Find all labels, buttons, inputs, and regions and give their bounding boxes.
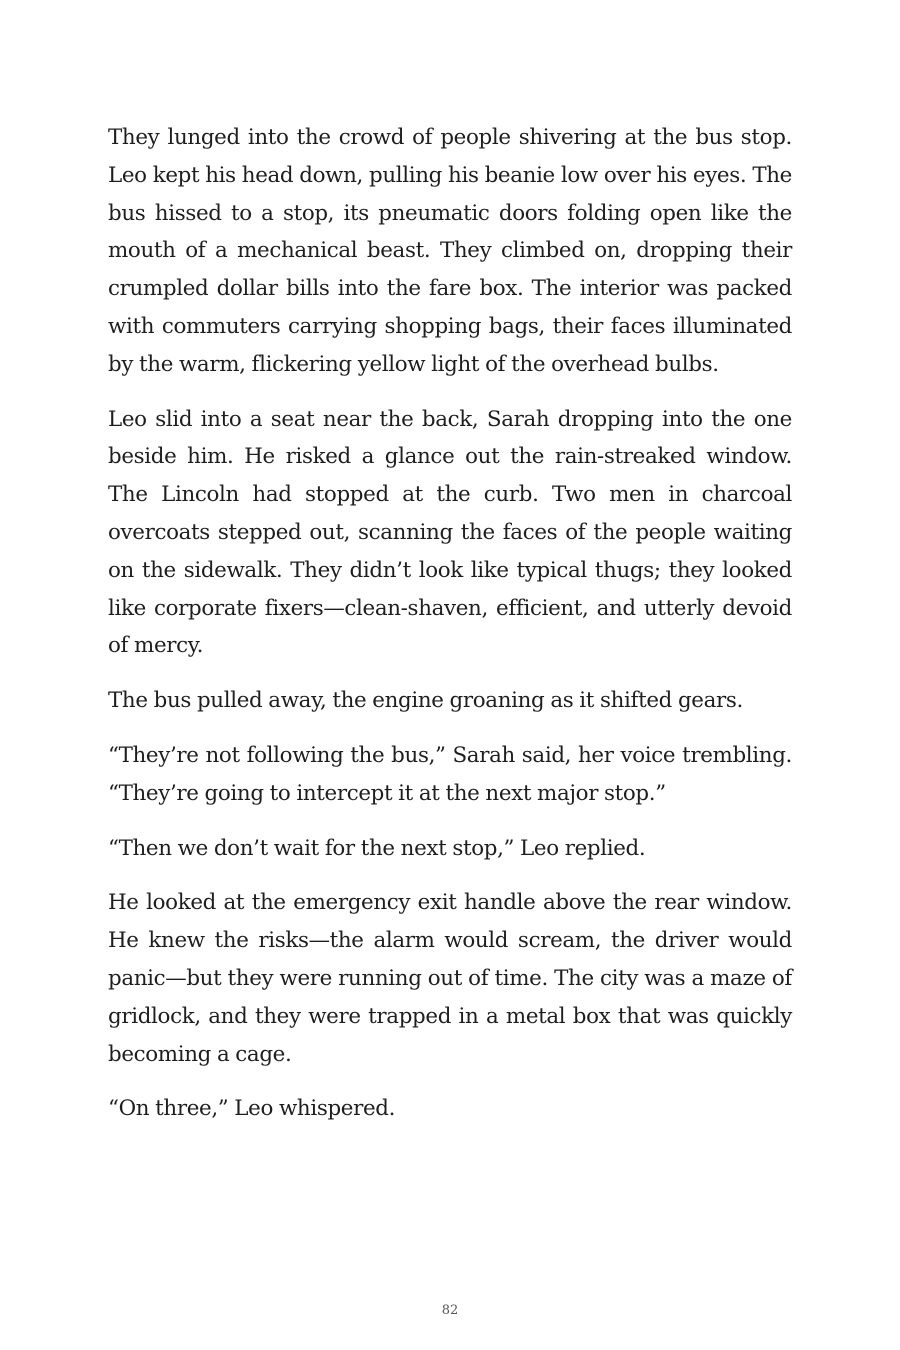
page-number: 82 xyxy=(441,1303,459,1318)
paragraph-3: The bus pulled away, the engine groaning as it shifted gears. xyxy=(108,688,743,714)
paragraph-7: “On three,” Leo whispered. xyxy=(108,1096,396,1122)
paragraph-6: He looked at the emergency exit handle above the rear window. He knew the risks—the alarm would scream, the driver would panic—but they were running out of time. The city was a maze of gridlock, and they were trapped in a metal box that was quickly becoming a cage. xyxy=(108,890,792,1067)
paragraph-4: “They’re not following the bus,” Sarah said, her voice trembling. “They’re going to intercept it at the next major stop.” xyxy=(108,742,792,806)
body-text xyxy=(108,119,792,1145)
paragraph-2: Leo slid into a seat near the back, Sarah dropping into the one beside him. He risked a glance out the rain-streaked window. The Lincoln had stopped at the curb. Two men in charcoal overcoats stepped out, scanning the faces of the people waiting on the sidewalk. They didn’t look like typical thugs; they looked like corporate fixers—clean-shaven, efficient, and utterly devoid of mercy. xyxy=(108,406,792,659)
paragraph-5: “Then we don’t wait for the next stop,” Leo replied. xyxy=(108,835,646,861)
paragraph-1: They lunged into the crowd of people shivering at the bus stop. Leo kept his head down, pulling his beanie low over his eyes. The bus hissed to a stop, its pneumatic doors folding open like the mouth of a mechanical beast. They climbed on, dropping their crumpled dollar bills into the fare box. The interior was packed with commuters carrying shopping bags, their faces illuminated by the warm, flickering yellow light of the overhead bulbs. xyxy=(108,125,792,377)
